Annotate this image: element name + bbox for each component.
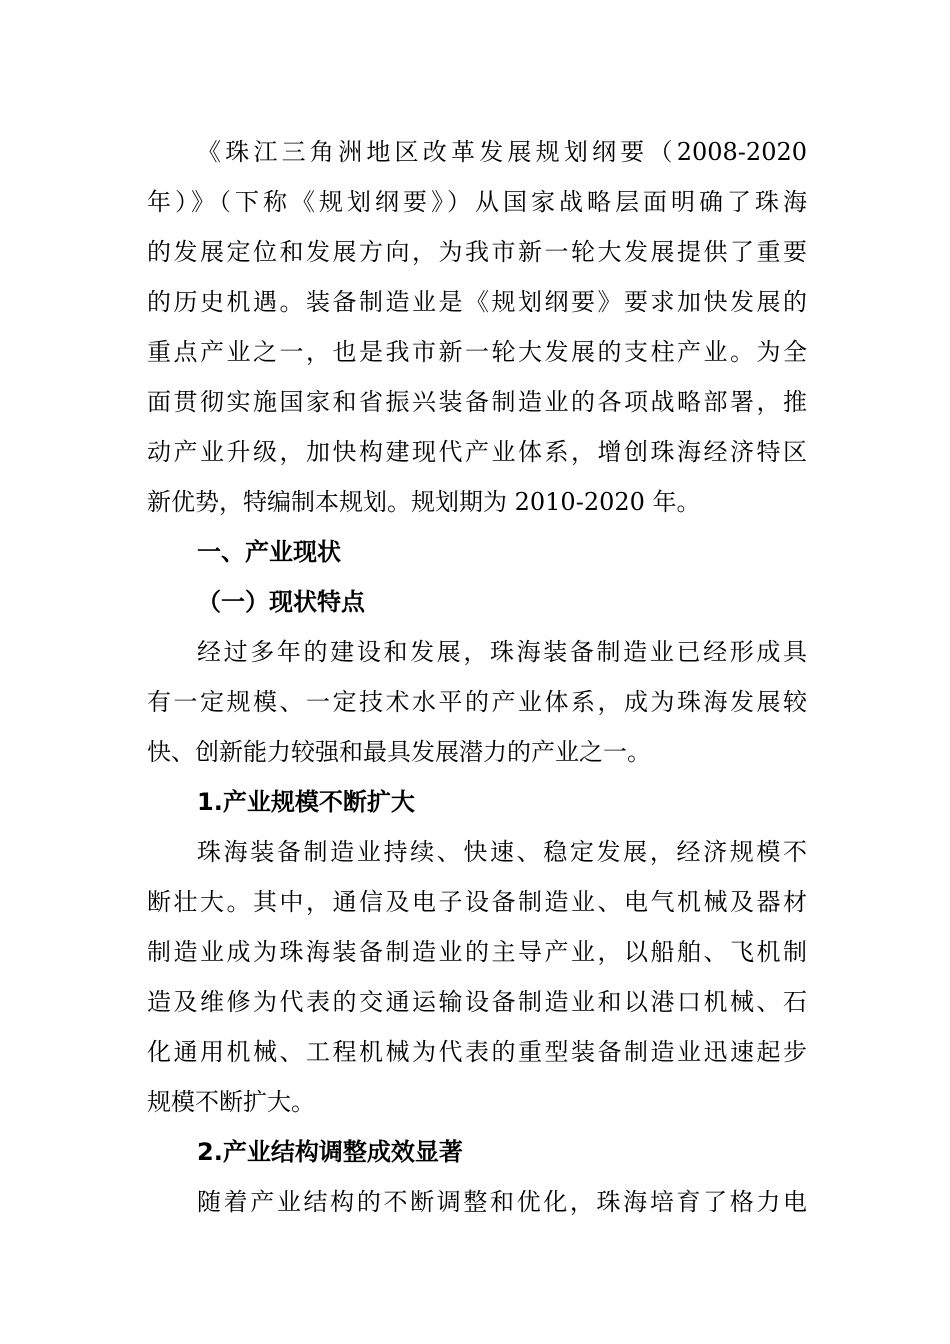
section-heading: 一、产业现状: [197, 538, 341, 566]
paragraph-line: 随着产业结构的不断调整和优化，珠海培育了格力电: [197, 1188, 807, 1216]
subsection-heading: （一）现状特点: [197, 588, 365, 616]
paragraph-line: 造及维修为代表的交通运输设备制造业和以港口机械、石: [147, 988, 807, 1016]
paragraph-line: 动产业升级，加快构建现代产业体系，增创珠海经济特区: [147, 438, 807, 466]
paragraph-line: 断壮大。其中，通信及电子设备制造业、电气机械及器材: [147, 888, 807, 916]
paragraph-line: 面贯彻实施国家和省振兴装备制造业的各项战略部署，推: [147, 388, 807, 416]
paragraph-line: 珠海装备制造业持续、快速、稳定发展，经济规模不: [197, 838, 807, 866]
paragraph-line: 年）》（下称《规划纲要》）从国家战略层面明确了珠海: [147, 188, 807, 216]
paragraph-line: 规模不断扩大。: [147, 1088, 315, 1116]
paragraph-line: 制造业成为珠海装备制造业的主导产业，以船舶、飞机制: [147, 938, 807, 966]
paragraph-line: 化通用机械、工程机械为代表的重型装备制造业迅速起步: [147, 1038, 807, 1066]
paragraph-line: 的发展定位和发展方向，为我市新一轮大发展提供了重要: [147, 238, 807, 266]
paragraph-line: 新优势，特编制本规划。规划期为 2010-2020 年。: [147, 488, 701, 516]
paragraph-line: 重点产业之一，也是我市新一轮大发展的支柱产业。为全: [147, 338, 807, 366]
paragraph-line: 快、创新能力较强和最具发展潜力的产业之一。: [147, 738, 651, 766]
paragraph-line: 《珠江三角洲地区改革发展规划纲要（2008-2020: [197, 138, 807, 166]
item-heading: 2.产业结构调整成效显著: [197, 1138, 463, 1166]
paragraph-line: 的历史机遇。装备制造业是《规划纲要》要求加快发展的: [147, 288, 807, 316]
item-heading: 1.产业规模不断扩大: [197, 788, 415, 816]
paragraph-line: 经过多年的建设和发展，珠海装备制造业已经形成具: [197, 638, 807, 666]
paragraph-line: 有一定规模、一定技术水平的产业体系，成为珠海发展较: [147, 688, 807, 716]
